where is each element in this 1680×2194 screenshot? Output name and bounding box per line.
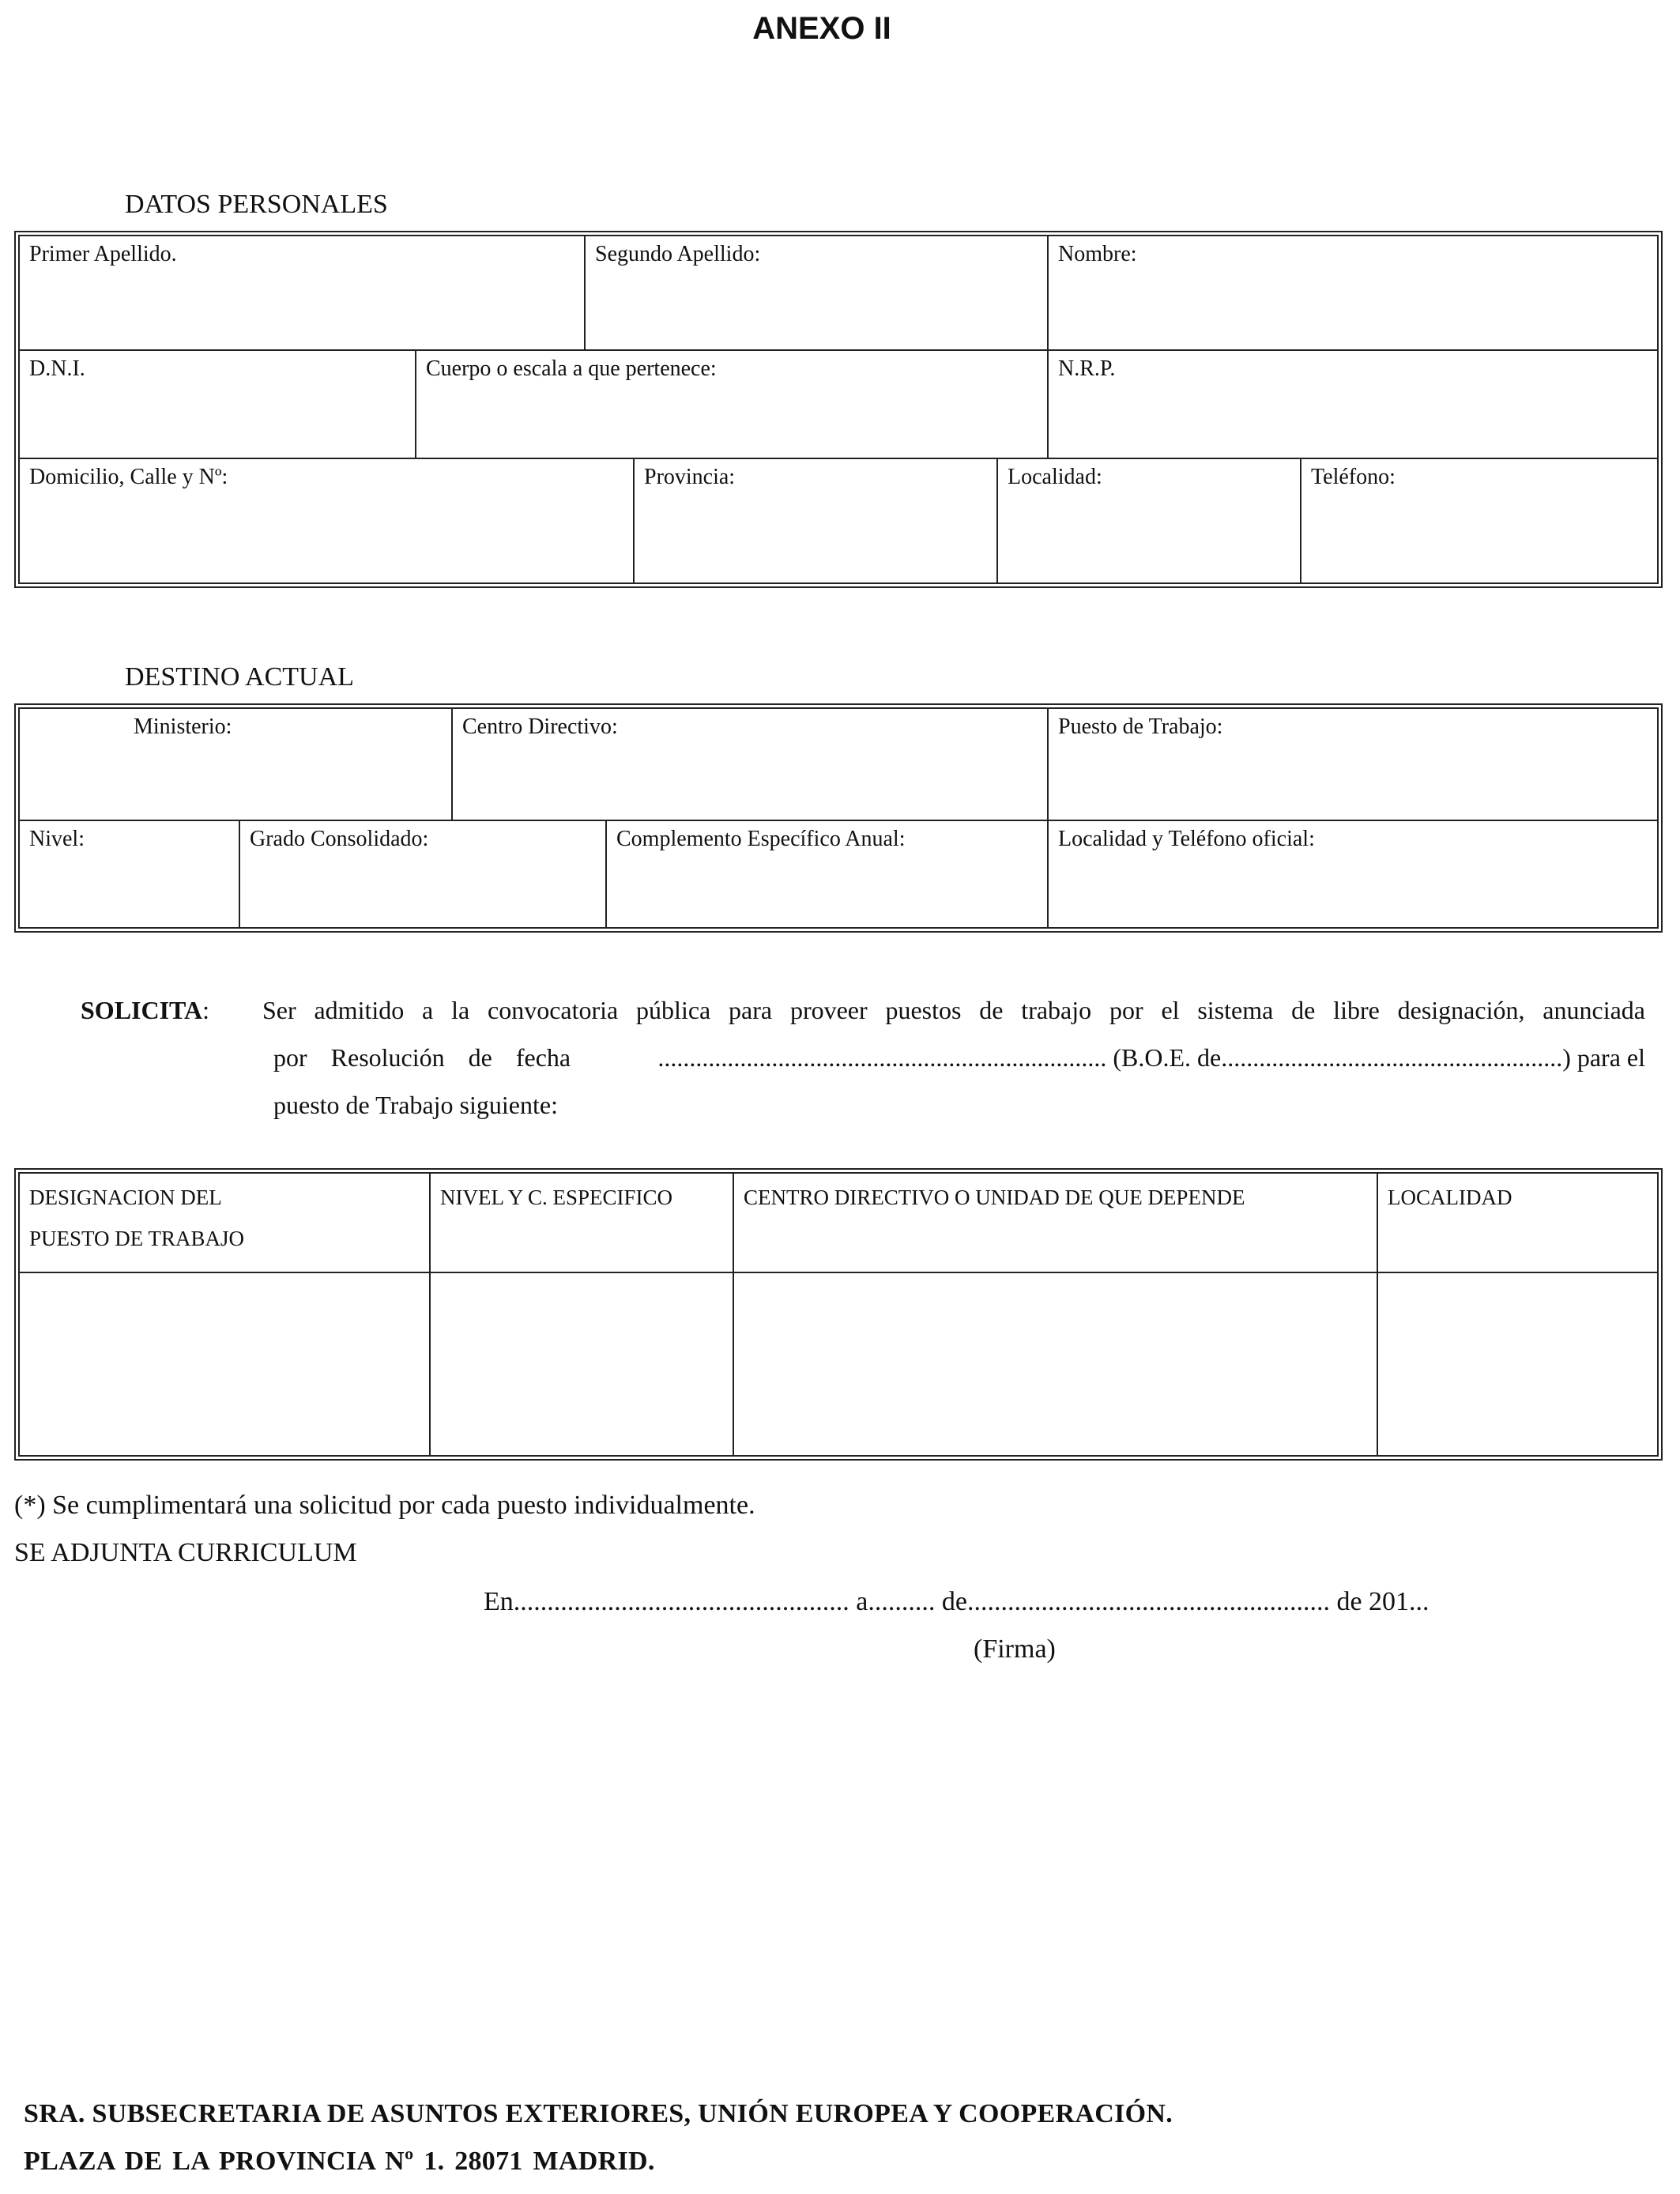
ministerio-field[interactable]: Ministerio: <box>20 709 453 821</box>
solicita-label: SOLICITA: <box>81 996 210 1024</box>
dni-field[interactable]: D.N.I. <box>20 351 416 459</box>
localidad-field[interactable]: Localidad: <box>998 459 1301 584</box>
puesto-table <box>14 1168 1663 1461</box>
segundo-apellido-field[interactable]: Segundo Apellido: <box>586 236 1049 351</box>
puesto-trabajo-field[interactable]: Puesto de Trabajo: <box>1049 709 1659 821</box>
cuerpo-escala-field[interactable]: Cuerpo o escala a que pertenece: <box>416 351 1049 459</box>
firma-label: (Firma) <box>974 1634 1056 1664</box>
destino-actual-heading: DESTINO ACTUAL <box>125 662 354 692</box>
nivel-field[interactable]: Nivel: <box>20 821 240 929</box>
header-localidad: LOCALIDAD <box>1378 1174 1659 1273</box>
centro-directivo-input-cell[interactable] <box>734 1273 1378 1457</box>
datos-personales-heading: DATOS PERSONALES <box>125 190 388 219</box>
address-line-1: SRA. SUBSECRETARIA DE ASUNTOS EXTERIORES, UNIÓN EUROPEA Y COOPERACIÓN. <box>24 2099 1173 2128</box>
nombre-field[interactable]: Nombre: <box>1049 236 1659 351</box>
grado-consolidado-field[interactable]: Grado Consolidado: <box>240 821 607 929</box>
solicita-line-1: Ser admitido a la convocatoria pública para proveer puestos de trabajo por el sistema de libre designación, anunciada <box>262 996 1645 1024</box>
complemento-especifico-field[interactable]: Complemento Específico Anual: <box>607 821 1049 929</box>
provincia-field[interactable]: Provincia: <box>635 459 998 584</box>
destino-actual-table <box>14 703 1663 933</box>
datos-personales-table <box>14 231 1663 588</box>
solicita-line-3: puesto de Trabajo siguiente: <box>273 1091 558 1119</box>
localidad-input-cell[interactable] <box>1378 1273 1659 1457</box>
header-centro-directivo: CENTRO DIRECTIVO O UNIDAD DE QUE DEPENDE <box>734 1174 1378 1273</box>
nrp-field[interactable]: N.R.P. <box>1049 351 1659 459</box>
solicita-line-2a: por Resolución de fecha <box>273 1043 571 1072</box>
address-line-2: PLAZA DE LA PROVINCIA Nº 1. 28071 MADRID. <box>24 2147 655 2176</box>
designacion-input-cell[interactable] <box>20 1273 431 1457</box>
header-designacion: DESIGNACION DEL PUESTO DE TRABAJO <box>20 1174 431 1273</box>
note-solicitud-por-puesto: (*) Se cumplimentará una solicitud por cada puesto individualmente. <box>14 1491 755 1520</box>
header-nivel-especifico: NIVEL Y C. ESPECIFICO <box>431 1174 734 1273</box>
telefono-field[interactable]: Teléfono: <box>1311 465 1396 489</box>
localidad-telefono-oficial-field[interactable]: Localidad y Teléfono oficial: <box>1058 827 1315 851</box>
nivel-especifico-input-cell[interactable] <box>431 1273 734 1457</box>
place-date-line[interactable]: En.................................................. a.......... de...................................................... de 201... <box>484 1587 1430 1616</box>
primer-apellido-field[interactable]: Primer Apellido. <box>20 236 586 351</box>
page-title: ANEXO II <box>752 11 891 46</box>
centro-directivo-field[interactable]: Centro Directivo: <box>453 709 1049 821</box>
note-adjunta-curriculum: SE ADJUNTA CURRICULUM <box>14 1538 357 1567</box>
solicita-line-2b: ....................................................................... (B.O.E. de......................................................) para el <box>657 1043 1645 1072</box>
domicilio-field[interactable]: Domicilio, Calle y Nº: <box>20 459 635 584</box>
